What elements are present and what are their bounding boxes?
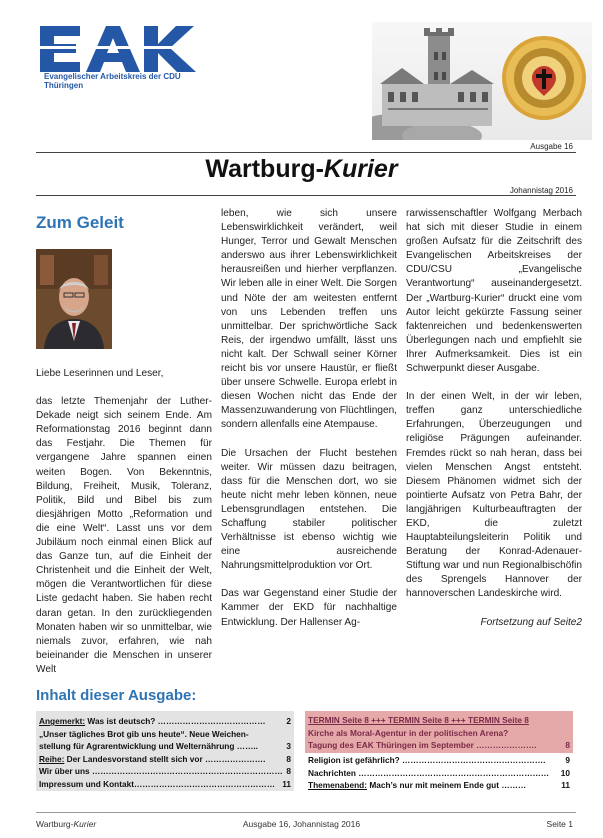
toc-left-box [36, 711, 294, 791]
toc-entry[interactable]: Angemerkt: Was ist deutsch? ………………………………… 2 [39, 716, 291, 726]
article-column-1 [36, 205, 212, 691]
masthead-rule-top [36, 152, 576, 153]
footer-page-number: Seite 1 [546, 819, 573, 829]
masthead-title [0, 155, 603, 184]
issue-label: Ausgabe 16 [530, 142, 573, 151]
header [0, 0, 603, 140]
article-paragraph: leben, wie sich unsere Lebenswirklichkeit verändert, weil Hunger, Terror und Gewalt Menschen anderswo aus ihrer Lebenswirklichkeit herausreißen und hierher verpflanzen. Wir leben alle in einer Welt. Die Sorgen und Nöte der am weitesten entfernt von uns Lebenden treffen uns unmittelbar. Der sprichwörtliche Sack Reis, der irgendwo umfällt, lässt uns nicht kalt. Der Schwall seiner Körner reicht bis vor unsere Haustür, er fließt über unsere Schwelle. Europa erlebt in diesen Wochen nicht das Ende der Massenzuwanderung von Flüchtlingen, sondern allenfalls eine Atempause. [221, 208, 397, 431]
toc-entry[interactable]: Reihe: Der Landesvorstand stellt sich vor …………………. 8 [39, 753, 291, 764]
toc-heading: Inhalt dieser Ausgabe: [36, 687, 197, 704]
toc-entry[interactable]: Wir über uns …………………………………………………………… 8 [39, 766, 291, 776]
article-paragraph: das letzte Themenjahr der Luther-Dekade neigt sich seinem Ende. Am Reformationstag 2016 beginnt dann das Festjahr. Die Themen für vergangene Jahre spannen einen weiten Bogen. Von Bekenntnis, Bildung, Freiheit, Musik, Toleranz, Politik, Bild und Bibel bis zum diesjährigen Motto „Reformation und die eine Welt“. Lasst uns vor dem Jubiläum noch einmal einen Blick auf das Ganze tun, auf die Einheit der Christenheit und die Einheit der Welt, mögen die Verantwortlichen für diese Liste gedacht haben. Sie haben recht daran getan. In den zurückliegenden Monaten haben wir so unmittelbar, wie niemals zuvor, erfahren, wie nah beieinander die Menschen in unserer Welt [36, 396, 212, 675]
masthead-title-italic: Kurier [323, 155, 398, 183]
toc-entry[interactable]: Nachrichten …………………………………………………………… 10 [308, 767, 570, 778]
greeting-text: Liebe Leserinnen und Leser, [36, 368, 164, 379]
toc-entry[interactable]: Impressum und Kontakt…………………………………………… 11 [39, 778, 291, 789]
masthead-title-plain: Wartburg- [205, 155, 324, 183]
article-paragraph: Die Ursachen der Flucht bestehen weiter. Wir müssen dazu beitragen, dass für die Menschen dort, wo sie heute nicht mehr leben können, neue Lebensgrundlagen entstehen. Die Schaffung stabiler politischer Verhältnisse ist ebenso wichtig wie eine ausreichende Nahrungsmittelproduktion vor Ort. [221, 447, 397, 572]
footer-issue: Ausgabe 16, Johannistag 2016 [242, 819, 361, 829]
article-paragraph: In der einen Welt, in der wir leben, treffen ganz unterschiedliche Erfahrungen, Überzeugungen und religiöse Prägungen aufeinander. Fremdes rückt so nah heran, dass bei vielen Menschen Angst entsteht. Diesem Phänomen widmet sich der pointierte Aufsatz von Petra Bahr, der langjährigen Kulturbeauftragten der EKD, die zuletzt Hauptabteilungsleiterin Politik und Beratung der Konrad-Adenauer-Stiftung war und nun Regionalbischöfin des Sprengels Hannover der hannoverschen Landeskirche wird. [406, 391, 582, 600]
toc-entry[interactable]: Themenabend: Mach’s nur mit meinem Ende gut ……… 11 [308, 780, 570, 790]
continuation-link[interactable]: Fortsetzung auf Seite2 [480, 616, 582, 628]
toc-entry[interactable]: Religion ist gefährlich? ……………………………………………. 9 [308, 755, 570, 765]
toc-highlight-box [305, 711, 573, 753]
section-heading: Zum Geleit [36, 213, 124, 232]
eak-logo [36, 24, 198, 74]
article-paragraph: rarwissenschaftler Wolfgang Merbach hat sich mit dieser Studie in einem großen Aufsatz für die Zeitschrift des Evangelischen Arbeitskreises der CDU/CSU „Evangelische Verantwortung“ auseinandergesetzt. Der „Wartburg-Kurier“ druckt eine vom Autor leicht gekürzte Fassung seiner faktenreichen und bedenkenswerten Überlegungen nach und empfiehlt sie Ihrer Aufmerksamkeit. Dies ist ein Schwerpunkt dieser Ausgabe. [406, 208, 582, 375]
footer-rule [36, 812, 576, 813]
toc-entry[interactable]: TERMIN Seite 8 +++ TERMIN Seite 8 +++ TERMIN Seite 8 [308, 715, 529, 725]
article-paragraph: Das war Gegenstand einer Studie der Kammer der EKD für nachhaltige Entwicklung. Der Hallenser Ag- [221, 588, 397, 628]
toc-entry[interactable]: Tagung des EAK Thüringen im September …………………. 8 [308, 740, 570, 750]
toc-entry[interactable]: stellung für Agrarentwicklung und Welternährung …….. 3 [39, 741, 291, 751]
masthead-rule-bottom [36, 195, 576, 196]
date-label: Johannistag 2016 [509, 186, 573, 195]
toc-right-box [305, 753, 573, 791]
author-portrait [36, 249, 112, 349]
article-column-3 [406, 207, 582, 644]
toc-entry[interactable]: Kirche als Moral-Agentur in der politischen Arena? [308, 727, 509, 738]
org-name-line1: Evangelischer Arbeitskreis der CDU [44, 72, 181, 81]
toc-entry[interactable]: „Unser tägliches Brot gib uns heute“. Neue Weichen- [39, 728, 249, 739]
article-column-2 [221, 207, 397, 644]
wartburg-castle-image [372, 22, 592, 140]
org-name-line2: Thüringen [44, 81, 84, 90]
footer-publication: Wartburg-Kurier [36, 819, 97, 829]
